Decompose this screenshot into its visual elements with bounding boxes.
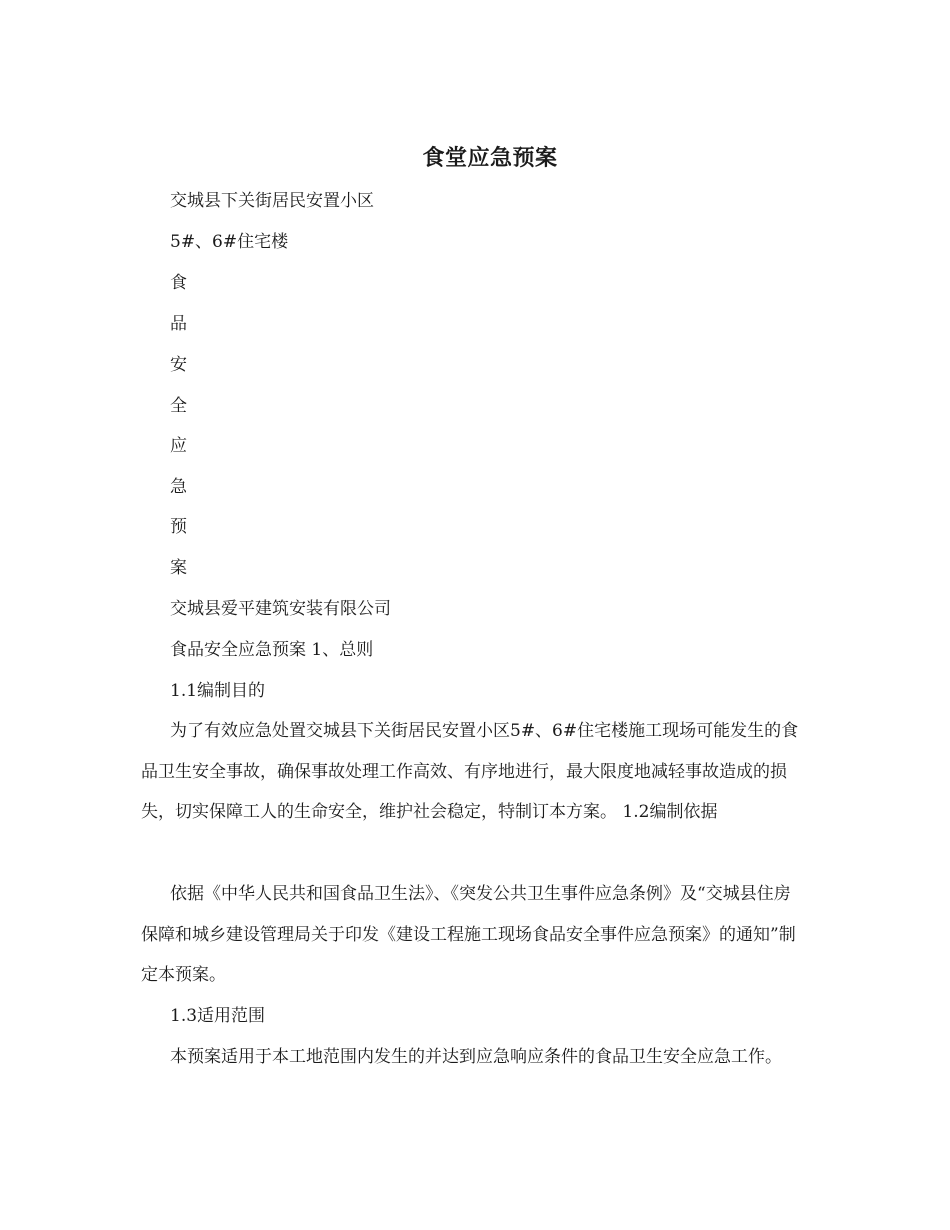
vertical-char: 应 bbox=[170, 436, 187, 456]
section-heading-1-3: 1.3适用范围 bbox=[170, 1006, 266, 1026]
vertical-char: 安 bbox=[170, 355, 187, 375]
vertical-char: 急 bbox=[170, 477, 187, 497]
paragraph-basis: 依据《中华人民共和国食品卫生法》、《突发公共卫生事件应急条例》及“交城县住房保障和城乡建设管理局关于印发《建设工程施工现场食品安全事件应急预案》的通知”制定本预案。 bbox=[141, 884, 796, 986]
vertical-char: 预 bbox=[170, 517, 187, 537]
section-heading-1-1: 1.1编制目的 bbox=[170, 681, 266, 701]
section-heading-general: 食品安全应急预案 1、总则 bbox=[170, 640, 374, 660]
vertical-char: 品 bbox=[170, 314, 187, 334]
vertical-char: 案 bbox=[170, 558, 187, 578]
vertical-char: 食 bbox=[170, 273, 187, 293]
project-name-line: 交城县下关街居民安置小区 bbox=[170, 191, 374, 211]
company-name-line: 交城县爱平建筑安装有限公司 bbox=[170, 599, 391, 619]
vertical-char: 全 bbox=[170, 396, 187, 416]
document-title: 食堂应急预案 bbox=[422, 145, 558, 171]
paragraph-scope: 本预案适用于本工地范围内发生的并达到应急响应条件的食品卫生安全应急工作。 bbox=[170, 1047, 782, 1067]
building-line: 5#、6#住宅楼 bbox=[170, 232, 289, 252]
paragraph-purpose: 为了有效应急处置交城县下关街居民安置小区5#、6#住宅楼施工现场可能发生的食品卫生安全事故，确保事故处理工作高效、有序地进行，最大限度地减轻事故造成的损失，切实保障工人的生命安全，维护社会稳定，特制订本方案。 1.2编制依据 bbox=[141, 721, 799, 823]
